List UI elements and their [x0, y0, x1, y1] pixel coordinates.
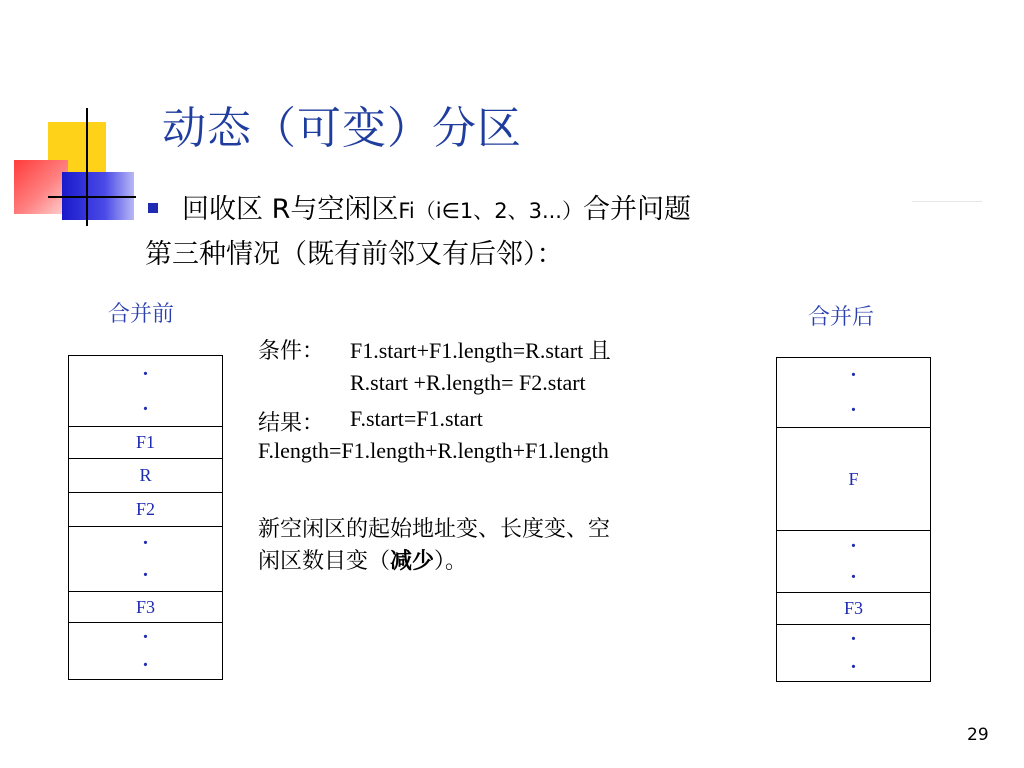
dot: · [850, 565, 857, 588]
dot: · [142, 532, 149, 554]
memory-before-dots-mid [69, 527, 222, 592]
result-label: 结果： [258, 410, 325, 435]
dot: · [142, 362, 149, 385]
label-before-merge: 合并前 [108, 302, 175, 327]
dot: · [142, 654, 149, 676]
memory-block-f2: F2 [69, 493, 222, 527]
memory-before-merge [68, 355, 223, 680]
memory-block-f1: F1 [69, 427, 222, 459]
memory-block-f3: F3 [777, 593, 930, 625]
label-after-merge: 合并后 [808, 305, 875, 330]
logo-horizontal-line [48, 196, 136, 198]
bullet-tail: 合并问题 [583, 194, 691, 225]
memory-after-merge [776, 357, 931, 682]
bullet-paren: （i∈1、2、3...） [414, 199, 583, 223]
logo-red-square [14, 160, 68, 214]
faint-divider [912, 201, 982, 202]
dot: · [850, 535, 857, 558]
dot: · [142, 626, 149, 648]
memory-after-dots-top [777, 358, 930, 428]
bullet-r: R [271, 194, 291, 225]
bullet-square-icon [148, 203, 158, 213]
condition-label: 条件： [258, 338, 325, 363]
page-number: 29 [967, 725, 989, 745]
summary-line-2-end: ）。 [434, 548, 468, 573]
dot: · [850, 364, 857, 387]
result-line-2: F.length=F1.length+R.length+F1.length [258, 438, 609, 463]
case-subtitle: 第三种情况（既有前邻又有后邻）： [145, 239, 564, 270]
dot: · [850, 398, 857, 421]
summary-line-2 [258, 544, 467, 575]
bullet-fi: Fi [398, 199, 415, 223]
summary-line-2-start: 闲区数目变（ [258, 548, 391, 573]
memory-before-dots-bottom [69, 623, 222, 679]
dot: · [850, 628, 857, 650]
bullet-mid: 与空闲区 [290, 194, 399, 225]
bullet-text [182, 187, 691, 226]
logo-vertical-line [86, 108, 88, 226]
dot: · [142, 564, 149, 586]
memory-before-dots-top [69, 356, 222, 427]
summary-bold-decrease: 减少 [390, 548, 435, 573]
memory-after-dots-mid [777, 531, 930, 593]
summary-line-1: 新空闲区的起始地址变、长度变、空 [258, 516, 611, 541]
slide-title: 动态（可变）分区 [162, 103, 522, 154]
condition-line-2: R.start +R.length= F2.start [350, 370, 586, 395]
memory-block-f: F [777, 428, 930, 531]
bullet-lead: 回收区 [182, 194, 272, 225]
result-line-1: F.start=F1.start [350, 406, 483, 431]
memory-block-r: R [69, 459, 222, 493]
dot: · [142, 397, 149, 420]
condition-line-1: F1.start+F1.length=R.start 且 [350, 338, 611, 363]
memory-after-dots-bottom [777, 625, 930, 681]
memory-block-f3: F3 [69, 592, 222, 623]
dot: · [850, 656, 857, 678]
